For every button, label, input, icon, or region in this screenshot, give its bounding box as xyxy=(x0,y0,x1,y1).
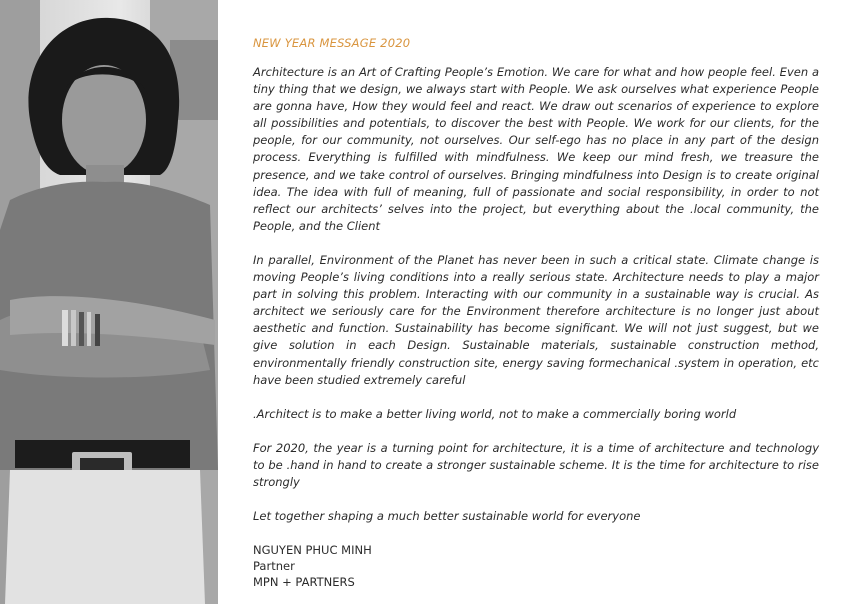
message-paragraph-3: .Architect is to make a better living world, not to make a commercially boring world xyxy=(253,406,737,421)
portrait-photo xyxy=(0,0,218,604)
signature-company: MPN + PARTNERS xyxy=(253,575,355,590)
portrait-illustration xyxy=(0,0,218,604)
message-paragraph-1: Architecture is an Art of Crafting People’s Emotion. We care for what and how people feel. Even a tiny thing that we design, we always start with People. We ask ourselves what experience People are gonna have, How they would feel and react. We draw out scenarios of experience to explore all possibilities and potentials, to discover the best with People. We work for our clients, for the people, for our community, not ourselves. Our self-ego has no place in any part of the design process. Everything is fulfilled with mindfulness. We keep our mind fresh, we treasure the presence, and we take control of ourselves. Bringing mindfulness into Design is to create original idea. The idea with full of meaning, full of passionate and social responsibility, in order to not reflect our architects’ selves into the project, but everything about the .local community, the People, and the Client xyxy=(253,65,819,233)
message-paragraph-2: In parallel, Environment of the Planet has never been in such a critical state. Climate change is moving People’s living conditions into a really serious state. Architecture needs to play a major part in solving this problem. Interacting with our community in a sustainable way is crucial. As architect we seriously care for the Environment therefore architecture is no longer just about aesthetic and function. Sustainability has become significant. We will not just suggest, but we give solution in each Design. Sustainable materials, sustainable construction method, environmentally friendly construction site, energy saving formechanical .system in operation, etc have been studied extremely careful xyxy=(253,252,819,387)
message-content xyxy=(253,36,819,590)
message-paragraph-4: For 2020, the year is a turning point for architecture, it is a time of architecture and technology to be .hand in hand to create a stronger sustainable scheme. It is the time for architecture to rise strongly xyxy=(253,440,819,489)
signature-role: Partner xyxy=(253,559,295,574)
signature-block xyxy=(253,542,819,590)
signature-name: NGUYEN PHUC MINH xyxy=(253,543,372,558)
message-paragraph-5: Let together shaping a much better sustainable world for everyone xyxy=(253,509,641,524)
message-title: NEW YEAR MESSAGE 2020 xyxy=(253,36,411,50)
